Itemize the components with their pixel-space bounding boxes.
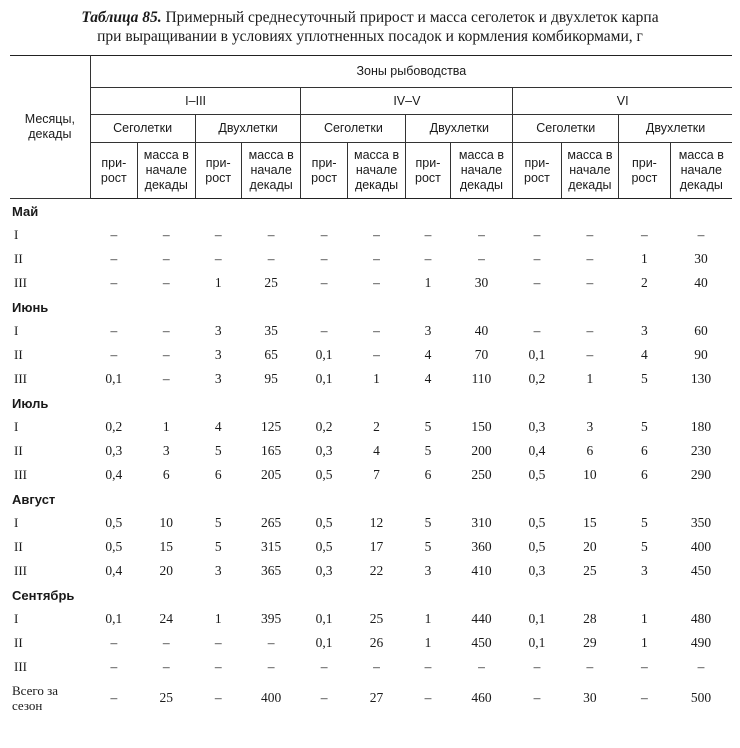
table-cell: 1 xyxy=(373,371,380,386)
table-cell: 30 xyxy=(694,251,708,266)
table-cell: – xyxy=(110,659,118,674)
table-cell: 10 xyxy=(583,467,597,482)
table-cell: 5 xyxy=(641,515,648,530)
table-cell: – xyxy=(533,227,541,242)
age-header: Двухлетки xyxy=(619,115,732,143)
mass-header: масса в начале декады xyxy=(241,143,301,199)
table-cell: 3 xyxy=(641,323,648,338)
decade-label: III xyxy=(14,371,27,386)
table-cell: 30 xyxy=(583,690,597,705)
table-cell: 0,1 xyxy=(528,347,546,362)
table-cell: 0,5 xyxy=(315,539,333,554)
table-cell: 3 xyxy=(641,563,648,578)
table-cell: 1 xyxy=(162,419,170,434)
table-cell: – xyxy=(641,659,648,674)
table-cell: 27 xyxy=(369,690,384,705)
table-cell: 6 xyxy=(641,443,648,458)
table-cell: 0,1 xyxy=(315,371,333,386)
table-cell: – xyxy=(533,323,541,338)
table-cell: 350 xyxy=(690,515,712,530)
table-cell: 29 xyxy=(583,635,597,650)
table-cell: 0,1 xyxy=(315,635,333,650)
table-cell: – xyxy=(110,347,118,362)
table-cell: 5 xyxy=(214,443,222,458)
table-cell: 0,4 xyxy=(528,443,546,458)
table-cell: 4 xyxy=(373,443,380,458)
table-cell: 24 xyxy=(159,611,174,626)
table-cell: 0,2 xyxy=(105,419,123,434)
table-cell: 0,3 xyxy=(528,563,546,578)
table-cell: 500 xyxy=(690,690,712,705)
table-cell: 15 xyxy=(583,515,597,530)
table-row xyxy=(10,415,732,439)
table-cell: 110 xyxy=(471,371,492,386)
table-cell: 400 xyxy=(690,539,712,554)
table-cell: 6 xyxy=(586,443,594,458)
table-cell: 0,1 xyxy=(528,635,546,650)
table-cell: – xyxy=(162,635,170,650)
month-label: Сентябрь xyxy=(12,587,75,603)
table-cell: – xyxy=(162,347,170,362)
table-cell: 1 xyxy=(641,635,648,650)
table-cell: 7 xyxy=(373,467,380,482)
table-cell: 5 xyxy=(641,539,648,554)
mass-header: масса в начале декады xyxy=(138,143,196,199)
table-cell: 395 xyxy=(261,611,282,626)
table-cell: 3 xyxy=(214,323,222,338)
table-cell: 5 xyxy=(424,539,432,554)
decade-label: II xyxy=(14,251,23,266)
table-cell: – xyxy=(267,227,275,242)
mass-header: масса в начале декады xyxy=(670,143,732,199)
table-cell: 365 xyxy=(261,563,282,578)
table-cell: 0,2 xyxy=(315,419,333,434)
table-cell: – xyxy=(424,659,432,674)
table-cell: 130 xyxy=(690,371,712,386)
table-row xyxy=(10,247,732,271)
table-cell: 400 xyxy=(261,690,282,705)
table-cell: – xyxy=(320,690,328,705)
table-cell: – xyxy=(373,227,380,242)
table-cell: 90 xyxy=(694,347,708,362)
table-row xyxy=(10,535,732,559)
table-cell: – xyxy=(424,251,432,266)
table-cell: 1 xyxy=(641,611,648,626)
table-cell: 230 xyxy=(690,443,712,458)
table-cell: 5 xyxy=(424,443,432,458)
table-cell: 0,3 xyxy=(105,443,123,458)
decade-label: I xyxy=(14,515,19,530)
table-cell: 0,1 xyxy=(528,611,546,626)
table-cell: 0,2 xyxy=(528,371,546,386)
table-cell: 10 xyxy=(159,515,174,530)
table-cell: 1 xyxy=(424,275,432,290)
table-cell: – xyxy=(697,659,705,674)
table-row xyxy=(10,463,732,487)
table-cell: 0,5 xyxy=(315,467,333,482)
table-cell: 25 xyxy=(583,563,597,578)
table-cell: 60 xyxy=(694,323,708,338)
month-row xyxy=(10,391,732,415)
table-cell: – xyxy=(533,275,541,290)
table-cell: – xyxy=(110,251,118,266)
table-row xyxy=(10,655,732,679)
decade-label: II xyxy=(14,347,23,362)
mass-header: масса в начале декады xyxy=(450,143,513,199)
table-cell: 1 xyxy=(214,611,222,626)
table-cell: – xyxy=(110,690,118,705)
table-cell: – xyxy=(110,635,118,650)
table-cell: – xyxy=(478,659,485,674)
table-cell: 0,5 xyxy=(315,515,333,530)
table-cell: 480 xyxy=(690,611,712,626)
table-cell: 0,1 xyxy=(105,371,123,386)
table-cell: 35 xyxy=(264,323,278,338)
table-cell: 2 xyxy=(373,419,380,434)
table-cell: 0,5 xyxy=(528,539,546,554)
table-cell: – xyxy=(214,690,222,705)
table-cell: – xyxy=(533,659,541,674)
decade-label: II xyxy=(14,443,23,458)
table-cell: 25 xyxy=(264,275,278,290)
table-cell: – xyxy=(110,275,118,290)
table-cell: – xyxy=(320,227,328,242)
table-cell: – xyxy=(424,690,432,705)
table-cell: – xyxy=(110,323,118,338)
table-cell: 200 xyxy=(471,443,492,458)
table-cell: 4 xyxy=(424,347,432,362)
table-cell: 3 xyxy=(424,323,432,338)
age-header: Двухлетки xyxy=(195,115,301,143)
table-cell: 315 xyxy=(261,539,282,554)
table-cell: 20 xyxy=(159,563,174,578)
month-label: Август xyxy=(12,491,56,507)
gain-header: при-рост xyxy=(90,143,137,199)
mass-header: масса в начале декады xyxy=(561,143,619,199)
table-cell: – xyxy=(373,251,380,266)
table-cell: – xyxy=(586,251,594,266)
table-cell: – xyxy=(586,275,594,290)
table-cell: – xyxy=(424,227,432,242)
zone-header: I–III xyxy=(90,88,301,115)
caption-line-2: при выращивании в условиях уплотненных посадок и кормления комбикормами, г xyxy=(97,28,643,45)
table-cell: 5 xyxy=(424,419,432,434)
zone-header: VI xyxy=(513,88,732,115)
table-cell: 0,5 xyxy=(105,515,123,530)
table-cell: 410 xyxy=(471,563,492,578)
table-cell: 0,4 xyxy=(105,563,123,578)
table-cell: 22 xyxy=(369,563,384,578)
table-cell: – xyxy=(110,227,118,242)
table-cell: 150 xyxy=(471,419,492,434)
table-cell: – xyxy=(320,323,328,338)
caption-label: Таблица 85. xyxy=(81,9,162,26)
month-row xyxy=(10,487,732,511)
table-cell: – xyxy=(533,690,541,705)
table-cell: 5 xyxy=(424,515,432,530)
total-label: Всего за сезон xyxy=(12,683,59,713)
table-caption xyxy=(0,0,740,45)
table-cell: 1 xyxy=(586,371,594,386)
table-cell: 28 xyxy=(583,611,597,626)
table-row xyxy=(10,319,732,343)
table-cell: – xyxy=(478,227,485,242)
table-cell: 1 xyxy=(641,251,648,266)
table-cell: 30 xyxy=(474,275,489,290)
table-cell: 6 xyxy=(424,467,432,482)
zones-title: Зоны рыбоводства xyxy=(90,56,732,88)
age-header: Сеголетки xyxy=(513,115,619,143)
gain-header: при-рост xyxy=(301,143,347,199)
table-cell: 3 xyxy=(162,443,170,458)
table-cell: – xyxy=(267,659,275,674)
table-cell: 205 xyxy=(261,467,282,482)
table-cell: – xyxy=(373,323,380,338)
table-cell: 40 xyxy=(474,323,489,338)
table-cell: 180 xyxy=(690,419,712,434)
table-row xyxy=(10,223,732,247)
table-cell: – xyxy=(214,251,222,266)
table-row xyxy=(10,271,732,295)
table-cell: – xyxy=(641,227,648,242)
table-cell: 15 xyxy=(159,539,174,554)
table-cell: – xyxy=(162,323,170,338)
table-cell: 460 xyxy=(471,690,492,705)
table-cell: – xyxy=(320,251,328,266)
table-body xyxy=(10,199,732,718)
table-cell: 6 xyxy=(214,467,222,482)
table-cell: – xyxy=(373,275,380,290)
table-cell: 3 xyxy=(214,371,222,386)
table-cell: 5 xyxy=(641,419,648,434)
table-cell: – xyxy=(320,659,328,674)
table-cell: 450 xyxy=(690,563,712,578)
table-cell: 165 xyxy=(261,443,282,458)
table-cell: 0,3 xyxy=(528,419,546,434)
table-cell: 1 xyxy=(214,275,222,290)
table-cell: 5 xyxy=(214,515,222,530)
table-cell: – xyxy=(373,347,380,362)
table-cell: 0,1 xyxy=(105,611,123,626)
table-cell: 0,5 xyxy=(528,467,546,482)
decade-label: I xyxy=(14,419,19,434)
table-row xyxy=(10,511,732,535)
table-cell: 12 xyxy=(369,515,384,530)
table-cell: 26 xyxy=(369,635,384,650)
caption-line-1 xyxy=(0,8,740,27)
table-cell: 0,1 xyxy=(315,347,333,362)
table-cell: – xyxy=(373,659,380,674)
table-row xyxy=(10,607,732,631)
table-cell: – xyxy=(162,227,170,242)
table-cell: 3 xyxy=(214,347,222,362)
table-header xyxy=(10,56,732,199)
rowhead-cell: Месяцы, декады xyxy=(10,56,90,199)
table-cell: 2 xyxy=(641,275,648,290)
table-row xyxy=(10,631,732,655)
table-cell: 65 xyxy=(264,347,278,362)
table-cell: – xyxy=(478,251,485,266)
month-label: Июль xyxy=(12,395,49,411)
table-cell: 4 xyxy=(641,347,648,362)
table-cell: – xyxy=(586,659,594,674)
total-row xyxy=(10,679,732,717)
month-row xyxy=(10,295,732,319)
table-cell: 4 xyxy=(214,419,222,434)
table-cell: 360 xyxy=(471,539,492,554)
table-cell: 290 xyxy=(690,467,712,482)
table-cell: 440 xyxy=(471,611,492,626)
data-table xyxy=(10,55,732,717)
month-row xyxy=(10,199,732,224)
table-cell: 3 xyxy=(424,563,432,578)
decade-label: I xyxy=(14,323,19,338)
table-cell: 0,5 xyxy=(105,539,123,554)
table-row xyxy=(10,439,732,463)
table-cell: 450 xyxy=(471,635,492,650)
table-cell: 1 xyxy=(424,611,432,626)
decade-label: I xyxy=(14,227,19,242)
table-cell: 125 xyxy=(261,419,282,434)
age-header: Сеголетки xyxy=(90,115,195,143)
table-cell: – xyxy=(162,251,170,266)
table-cell: 25 xyxy=(369,611,384,626)
table-cell: 5 xyxy=(641,371,648,386)
gain-header: при-рост xyxy=(619,143,670,199)
table-cell: 4 xyxy=(424,371,432,386)
decade-label: I xyxy=(14,611,19,626)
table-cell: 0,1 xyxy=(315,611,333,626)
table-cell: – xyxy=(214,659,222,674)
decade-label: II xyxy=(14,539,23,554)
age-header: Сеголетки xyxy=(301,115,406,143)
table-cell: – xyxy=(641,690,648,705)
table-cell: – xyxy=(586,347,594,362)
table-cell: 70 xyxy=(474,347,489,362)
table-cell: 0,5 xyxy=(528,515,546,530)
table-cell: 250 xyxy=(471,467,492,482)
table-cell: 20 xyxy=(583,539,597,554)
table-cell: 6 xyxy=(641,467,648,482)
table-cell: 3 xyxy=(586,419,594,434)
table-cell: – xyxy=(320,275,328,290)
table-cell: – xyxy=(586,323,594,338)
decade-label: III xyxy=(14,275,27,290)
table-cell: 95 xyxy=(264,371,278,386)
table-cell: 0,3 xyxy=(315,563,333,578)
table-cell: 17 xyxy=(369,539,384,554)
table-cell: – xyxy=(533,251,541,266)
table-cell: 0,4 xyxy=(105,467,123,482)
table-cell: 490 xyxy=(690,635,712,650)
month-label: Май xyxy=(12,203,39,219)
zone-header: IV–V xyxy=(301,88,513,115)
mass-header: масса в начале декады xyxy=(347,143,406,199)
table-cell: 25 xyxy=(159,690,174,705)
decade-label: III xyxy=(14,563,27,578)
decade-label: III xyxy=(14,659,27,674)
gain-header: при-рост xyxy=(195,143,241,199)
table-cell: – xyxy=(162,371,170,386)
caption-title: Примерный среднесуточный прирост и масса сеголеток и двухлеток карпа xyxy=(161,9,659,26)
gain-header: при-рост xyxy=(513,143,561,199)
table-cell: 265 xyxy=(261,515,282,530)
table-row xyxy=(10,343,732,367)
table-cell: – xyxy=(267,635,275,650)
month-label: Июнь xyxy=(12,299,49,315)
table-cell: – xyxy=(697,227,705,242)
table-row xyxy=(10,367,732,391)
month-row xyxy=(10,583,732,607)
table-cell: – xyxy=(162,275,170,290)
table-cell: – xyxy=(267,251,275,266)
decade-label: II xyxy=(14,635,23,650)
table-cell: 1 xyxy=(424,635,432,650)
table-cell: 0,3 xyxy=(315,443,333,458)
table-cell: 40 xyxy=(694,275,708,290)
table-cell: 3 xyxy=(214,563,222,578)
table-cell: – xyxy=(162,659,170,674)
table-cell: 5 xyxy=(214,539,222,554)
decade-label: III xyxy=(14,467,27,482)
table-cell: – xyxy=(214,227,222,242)
table-cell: – xyxy=(214,635,222,650)
table-row xyxy=(10,559,732,583)
table-cell: 310 xyxy=(471,515,492,530)
age-header: Двухлетки xyxy=(406,115,513,143)
table-cell: – xyxy=(586,227,594,242)
gain-header: при-рост xyxy=(406,143,450,199)
table-cell: 6 xyxy=(162,467,170,482)
